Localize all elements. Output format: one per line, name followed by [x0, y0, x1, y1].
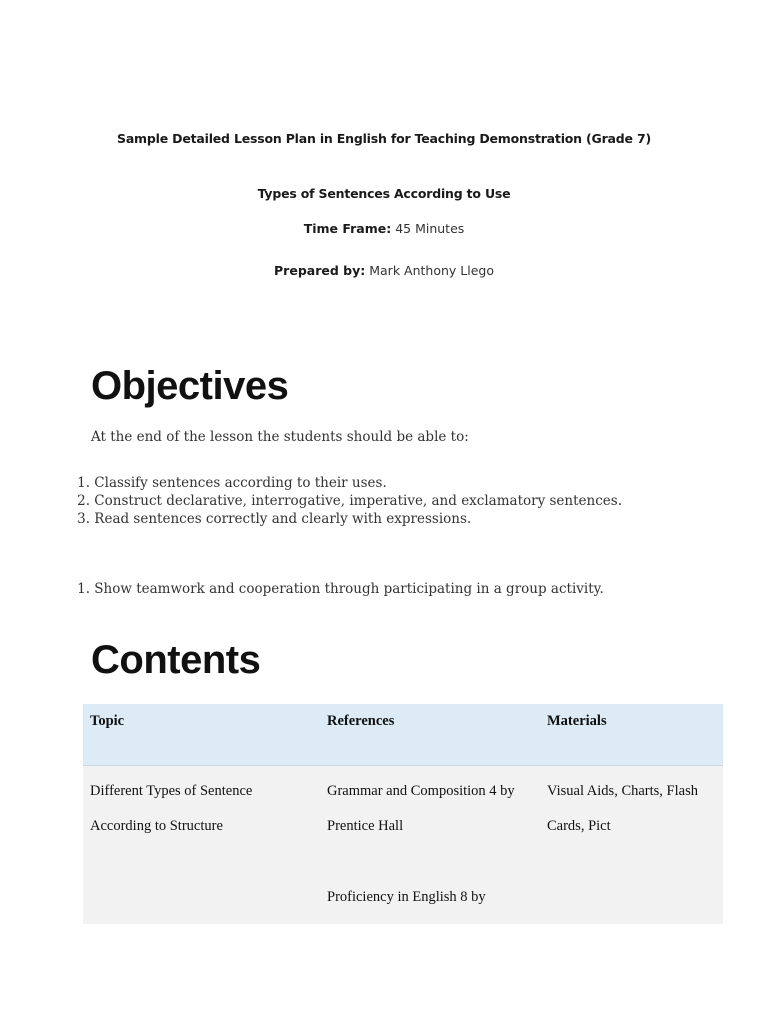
list-number: 1. — [77, 475, 90, 491]
table-row — [83, 766, 723, 925]
list-item-text: Classify sentences according to their uses. — [94, 475, 387, 491]
contents-table — [83, 704, 723, 924]
document-title: Sample Detailed Lesson Plan in English for Teaching Demonstration (Grade 7) — [117, 131, 651, 146]
materials-line: Cards, Pict — [547, 818, 611, 834]
column-header-topic: Topic — [83, 704, 320, 766]
topic-cell — [83, 766, 320, 925]
list-number: 2. — [77, 493, 90, 509]
reference-line: Proficiency in English 8 by — [327, 889, 486, 905]
reference-line: Prentice Hall — [327, 818, 404, 834]
list-item-text: Show teamwork and cooperation through participating in a group activity. — [94, 581, 604, 597]
objectives-list — [60, 474, 622, 528]
column-header-references: References — [320, 704, 540, 766]
time-frame-value: 45 Minutes — [395, 221, 465, 236]
prepared-by-value: Mark Anthony Llego — [369, 263, 494, 278]
list-number: 3. — [77, 511, 90, 527]
contents-heading: Contents — [91, 638, 261, 682]
objectives-intro: At the end of the lesson the students should be able to: — [91, 429, 469, 445]
references-cell — [320, 766, 540, 925]
materials-cell — [540, 766, 723, 925]
list-item-text: Construct declarative, interrogative, imperative, and exclamatory sentences. — [94, 493, 622, 509]
spacer — [327, 844, 533, 880]
time-frame-label: Time Frame: — [303, 221, 392, 236]
objectives-heading: Objectives — [91, 364, 289, 408]
topic-line: According to Structure — [90, 818, 223, 834]
topic-line: Different Types of Sentence — [90, 783, 253, 799]
list-item — [60, 510, 622, 528]
prepared-by-line — [0, 263, 768, 278]
prepared-by-label: Prepared by: — [274, 263, 366, 278]
list-item — [60, 580, 604, 598]
materials-line: Visual Aids, Charts, Flash — [547, 783, 698, 799]
affective-objectives-list — [60, 580, 604, 598]
time-frame-line — [0, 221, 768, 236]
reference-line: Grammar and Composition 4 by — [327, 783, 515, 799]
lesson-topic-title: Types of Sentences According to Use — [257, 186, 511, 201]
list-item — [60, 492, 622, 510]
column-header-materials: Materials — [540, 704, 723, 766]
list-item-text: Read sentences correctly and clearly with expressions. — [94, 511, 472, 527]
table-header-row — [83, 704, 723, 766]
list-number: 1. — [77, 581, 90, 597]
list-item — [60, 474, 622, 492]
